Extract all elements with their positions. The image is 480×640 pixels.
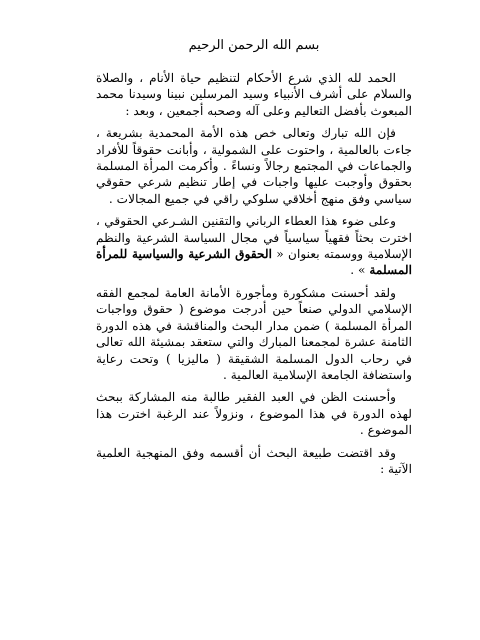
research-title-bold: الحقوق الشرعية والسياسية للمرأة المسلمة (96, 247, 412, 278)
paragraph-research-title-lead: وعلى ضوء هذا العطاء الرباني والتقنين الشـرعي الحقوقي ، اخترت بحثاً فقهياً سياسياً في مجال السياسة الشرعية والنظم الإسلامية ووسمته بعنوان « (96, 214, 412, 262)
paragraph-participation: وأحسنت الظن في العبد الفقير طالبة منه المشاركة ببحث لهذه الدورة في هذا الموضوع ، ونزولاً عند الرغبة اخترت هذا الموضوع . (96, 390, 412, 438)
paragraph-opening-praise: الحمد لله الذي شرع الأحكام لتنظيم حياة الأنام ، والصلاة والسلام على أشرف الأنبياء وسيد المرسلين نبينا وسيدنا محمد المبعوث بأفضل التعاليم وعلى آله وصحبه أجمعين ، وبعد : (96, 71, 412, 118)
paragraph-methodology: وقد اقتضت طبيعة البحث أن أقسمه وفق المنهجية العلمية الآتية : (96, 445, 412, 476)
paragraph-research-title-tail: » . (350, 263, 370, 278)
paragraph-fiqh-academy: ولقد أحسنت مشكورة ومأجورة الأمانة العامة لمجمع الفقه الإسلامي الدولي صنعاً حين أدرجت موضوع ( حقوق وواجبات المرأة المسلمة ) ضمن مدار البحث والمناقشة في هذه الدورة الثامنة عشرة لمجمعنا المبارك والتي ستعقد بمشيئة الله تعالى في رحاب الدول المسلمة الشقيقة ( ماليزيا ) وتحت رعاية واستضافة الجامعة الإسلامية العالمية . (96, 285, 412, 382)
paragraph-sharia-rights: فإن الله تبارك وتعالى خص هذه الأمة المحمدية بشريعة ، جاءت بالعالمية ، واحتوت على الشمولية ، وأبانت حقوقاً للأفراد والجماعات في المجتمع رجالاً ونساءً . وأكرمت المرأة المسلمة بحقوق وأوجبت عليها واجبات في إطار تنظيم شرعي حقوقي سياسي وفق منهج أخلاقي سلوكي راقي في جميع المجالات . (96, 126, 412, 206)
paragraph-research-title (96, 213, 412, 279)
basmala-heading: بسم الله الرحمن الرحيم (188, 38, 320, 53)
